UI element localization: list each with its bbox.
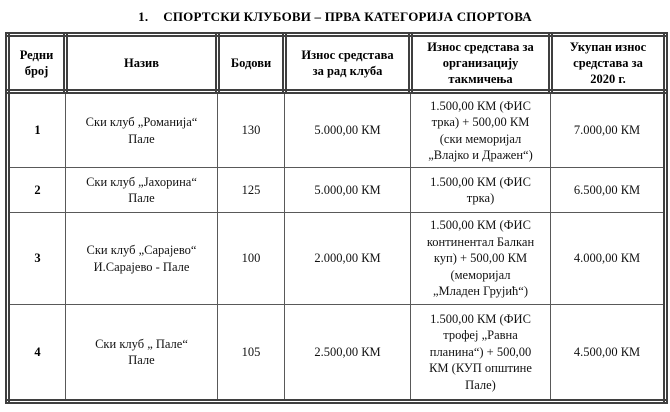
cell-total-2020: 7.000,00 КМ [551, 92, 666, 168]
cell-club-work-amount: 2.500,00 КМ [285, 305, 411, 402]
cell-club-work-amount: 5.000,00 КМ [285, 92, 411, 168]
cell-club-work-amount: 5.000,00 КМ [285, 168, 411, 213]
col-header-points: Бодови [218, 35, 285, 92]
cell-competition-amount: 1.500,00 КМ (ФИС трофеј „Равна планина“) + 500,00 КМ (КУП општине Пале) [411, 305, 551, 402]
section-number: 1. [138, 9, 149, 24]
table-row [8, 92, 666, 168]
section-title-text: СПОРТСКИ КЛУБОВИ – ПРВА КАТЕГОРИЈА СПОРТОВА [163, 9, 532, 24]
cell-total-2020: 4.500,00 КМ [551, 305, 666, 402]
cell-club-name: Ски клуб „Сарајево“ И.Сарајево - Пале [66, 213, 218, 305]
col-header-club-work-amount: Износ средстава за рад клуба [285, 35, 411, 92]
cell-club-work-amount: 2.000,00 КМ [285, 213, 411, 305]
cell-club-name: Ски клуб „ Пале“ Пале [66, 305, 218, 402]
cell-club-name: Ски клуб „Романија“ Пале [66, 92, 218, 168]
cell-competition-amount: 1.500,00 КМ (ФИС трка) [411, 168, 551, 213]
cell-competition-amount: 1.500,00 КМ (ФИС трка) + 500,00 КМ (ски меморијал „Влајко и Дражен“) [411, 92, 551, 168]
cell-competition-amount: 1.500,00 КМ (ФИС континентал Балкан куп) + 500,00 КМ (меморијал „Младен Грујић“) [411, 213, 551, 305]
cell-club-name: Ски клуб „Јахорина“ Пале [66, 168, 218, 213]
cell-ordinal: 2 [8, 168, 66, 213]
cell-total-2020: 4.000,00 КМ [551, 213, 666, 305]
cell-points: 130 [218, 92, 285, 168]
section-title [0, 9, 670, 25]
table-row [8, 168, 666, 213]
cell-ordinal: 4 [8, 305, 66, 402]
cell-points: 105 [218, 305, 285, 402]
col-header-total-2020: Укупан износ средстава за 2020 г. [551, 35, 666, 92]
header-row [8, 35, 666, 92]
cell-ordinal: 1 [8, 92, 66, 168]
table-row [8, 305, 666, 402]
cell-points: 125 [218, 168, 285, 213]
table-row [8, 213, 666, 305]
col-header-competition-amount: Износ средстава за организацију такмичења [411, 35, 551, 92]
col-header-ordinal: Редни број [8, 35, 66, 92]
cell-points: 100 [218, 213, 285, 305]
cell-total-2020: 6.500,00 КМ [551, 168, 666, 213]
cell-ordinal: 3 [8, 213, 66, 305]
col-header-name: Назив [66, 35, 218, 92]
sports-clubs-table [5, 32, 668, 404]
